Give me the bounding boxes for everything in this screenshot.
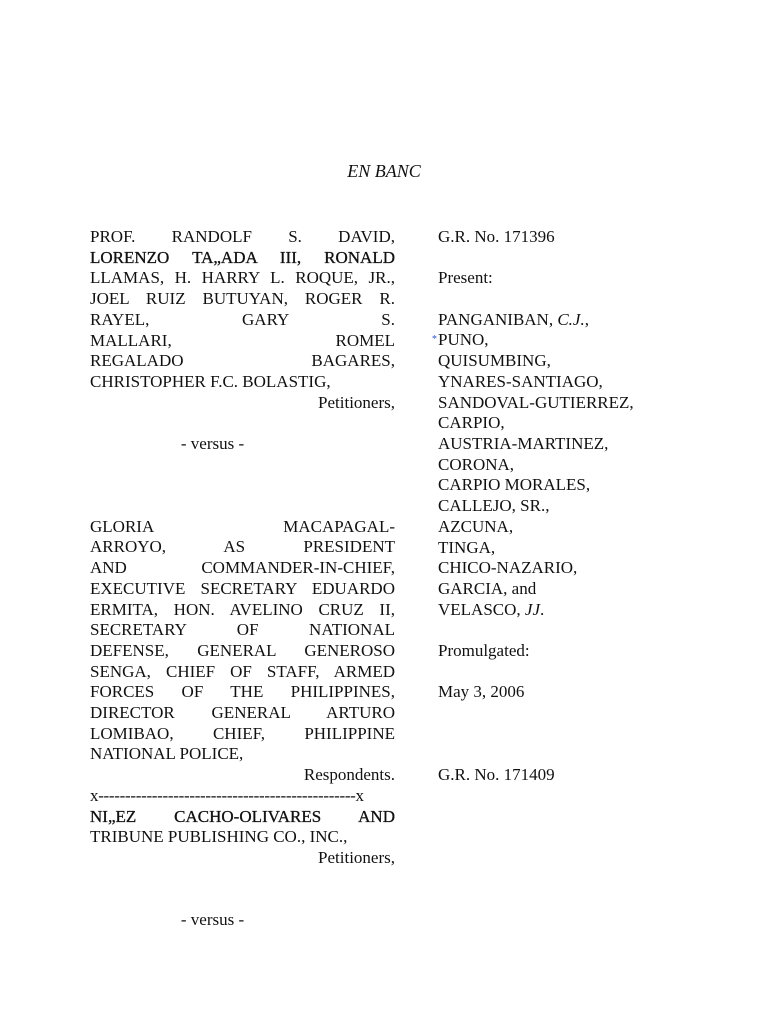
justice-name: QUISUMBING,: [438, 351, 551, 371]
petitioner-line: MALLARI, ROMEL: [90, 330, 395, 350]
petitioner-line: LLAMAS, H. HARRY L. ROQUE, JR.,: [90, 268, 395, 288]
respondent-line: DIRECTOR GENERAL ARTURO: [90, 703, 395, 723]
court-division-title: EN BANC: [347, 161, 421, 181]
petitioner-line: CHRISTOPHER F.C. BOLASTIG,: [90, 371, 331, 391]
justice-name: CARPIO,: [438, 413, 505, 433]
petitioner-line: TRIBUNE PUBLISHING CO., INC.,: [90, 827, 348, 847]
respondent-line: ERMITA, HON. AVELINO CRUZ II,: [90, 599, 395, 619]
caption-right-column: [432, 227, 738, 786]
respondent-line: LOMIBAO, CHIEF, PHILIPPINE: [90, 723, 395, 743]
justice-name: CORONA,: [438, 454, 515, 474]
caption-left-column: [90, 227, 395, 930]
gr-number: G.R. No. 171396: [438, 227, 555, 246]
versus-divider: - versus -: [180, 434, 245, 454]
present-label: Present:: [438, 268, 493, 288]
promulgation-date: May 3, 2006: [438, 682, 525, 702]
justice-name: TINGA,: [438, 537, 496, 557]
respondent-line: EXECUTIVE SECRETARY EDUARDO: [90, 578, 395, 598]
case-separator: x------------------------------------------------x: [90, 785, 364, 805]
respondent-line: NATIONAL POLICE,: [90, 744, 244, 764]
petitioner-line: NI„EZ CACHO-OLIVARES AND: [90, 806, 395, 826]
justice-name: VELASCO, JJ.: [438, 599, 545, 619]
justice-name: YNARES-SANTIAGO,: [438, 371, 603, 391]
respondent-line: SENGA, CHIEF OF STAFF, ARMED: [90, 661, 395, 681]
justice-name: * PUNO,: [432, 330, 489, 350]
versus-divider: - versus -: [180, 909, 245, 929]
respondent-line: DEFENSE, GENERAL GENEROSO: [90, 640, 395, 660]
promulgated-label: Promulgated:: [438, 641, 530, 661]
respondent-line: FORCES OF THE PHILIPPINES,: [90, 682, 395, 702]
gr-number: G.R. No. 171409: [438, 765, 555, 785]
justice-name: CHICO-NAZARIO,: [438, 558, 578, 578]
justice-name: PANGANIBAN, C.J.,: [438, 309, 589, 329]
justice-name: SANDOVAL-GUTIERREZ,: [438, 392, 634, 412]
justice-name: CALLEJO, SR.,: [438, 496, 550, 516]
respondent-line: SECRETARY OF NATIONAL: [90, 620, 395, 640]
respondent-line: AND COMMANDER-IN-CHIEF,: [90, 558, 395, 578]
petitioner-line: PROF. RANDOLF S. DAVID,: [90, 227, 395, 246]
justice-name: AUSTRIA-MARTINEZ,: [438, 434, 609, 453]
petitioner-line: RAYEL, GARY S.: [90, 309, 395, 329]
footnote-link[interactable]: *: [432, 334, 437, 346]
justice-name: AZCUNA,: [438, 516, 514, 536]
respondent-line: GLORIA MACAPAGAL-: [90, 516, 395, 536]
petitioners-label: Petitioners,: [318, 847, 395, 867]
respondent-line: ARROYO, AS PRESIDENT: [90, 537, 395, 557]
petitioners-label: Petitioners,: [318, 392, 395, 412]
justice-name: GARCIA, and: [438, 578, 537, 598]
justice-name: CARPIO MORALES,: [438, 475, 591, 495]
petitioner-line: REGALADO BAGARES,: [90, 351, 395, 371]
petitioner-line: JOEL RUIZ BUTUYAN, ROGER R.: [90, 289, 395, 309]
petitioner-line: LORENZO TA„ADA III, RONALD: [90, 247, 395, 267]
respondents-label: Respondents.: [303, 765, 395, 785]
